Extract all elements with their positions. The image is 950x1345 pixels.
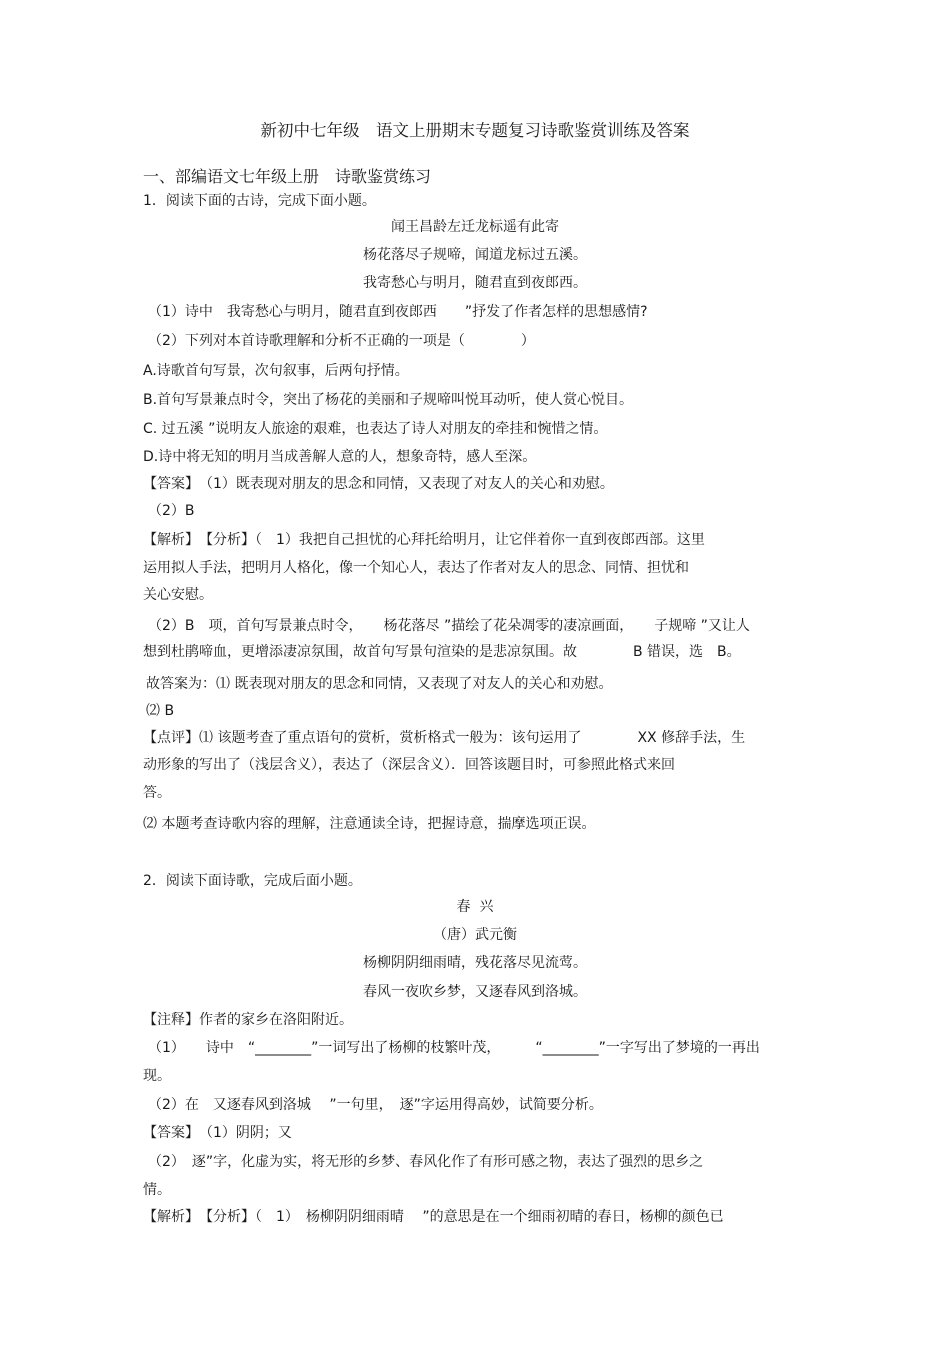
q1-answer-1: 【答案】 （1）既表现对朋友的思念和同情，又表现了对友人的关心和劝慰。 [143, 476, 614, 492]
q1-analysis-line: 【解析】 【分析】（ 1）我把自己担忧的心拜托给明月，让它伴着你一直到夜郎西部。这里 [143, 532, 705, 548]
q2-answer-2: （2） 逐”字，化虚为实，将无形的乡梦、春风化作了有形可感之物，表达了强烈的思乡之 [148, 1154, 704, 1170]
q1-analysis-line: 关心安慰。 [143, 587, 213, 603]
q1-comment-line: ⑵ 本题考查诗歌内容的理解，注意通读全诗，把握诗意，揣摩选项正误。 [143, 816, 596, 832]
q1-comment-line: 【点评】⑴ 该题考查了重点语句的赏析，赏析格式一般为：该句运用了 XX 修辞手法，生 [143, 730, 746, 746]
q1-option-d: D.诗中将无知的明月当成善解人意的人，想象奇特，感人至深。 [143, 449, 537, 465]
q2-subquestion-2: （2）在 又逐春风到洛城 ”一句里， 逐”字运用得高妙，试简要分析。 [148, 1097, 603, 1113]
q1-option-b: B.首句写景兼点时令，突出了杨花的美丽和子规啼叫悦耳动听，使人赏心悦目。 [143, 392, 634, 408]
q2-poem-title: 春 兴 [456, 899, 494, 915]
q2-subquestion-1-cont: 现。 [143, 1068, 171, 1084]
q1-analysis-line: 想到杜鹃啼血，更增添凄凉氛围，故首句写景句渲染的是悲凉氛围。故 B 错误，选 B。 [143, 644, 741, 660]
q1-analysis-line: ⑵ B [146, 703, 175, 719]
q2-answer-2-cont: 情。 [143, 1182, 171, 1198]
section-heading: 一、部编语文七年级上册 诗歌鉴赏练习 [143, 167, 432, 186]
q1-subquestion-2: （2）下列对本首诗歌理解和分析不正确的一项是（ ） [148, 333, 535, 349]
document-title: 新初中七年级 语文上册期末专题复习诗歌鉴赏训练及答案 [260, 121, 690, 140]
q1-comment-line: 动形象的写出了（浅层含义），表达了（深层含义）．回答该题目时，可参照此格式来回 [143, 757, 675, 773]
q2-poem-line: 春风一夜吹乡梦，又逐春风到洛城。 [363, 984, 587, 1000]
q1-subquestion-1: （1）诗中 我寄愁心与明月，随君直到夜郎西 ”抒发了作者怎样的思想感情? [148, 304, 648, 320]
q1-analysis-line: 运用拟人手法，把明月人格化，像一个知心人，表达了作者对友人的思念、同情、担忧和 [143, 560, 689, 576]
q2-poem-line: 杨柳阴阴细雨晴，残花落尽见流莺。 [363, 955, 587, 971]
q1-analysis-line: （2）B 项，首句写景兼点时令， 杨花落尽 ”描绘了花朵凋零的凄凉画面， 子规啼 ”又让人 [148, 618, 750, 634]
q1-comment-line: 答。 [143, 785, 171, 801]
q1-option-a: A.诗歌首句写景，次句叙事，后两句抒情。 [143, 363, 409, 379]
q1-option-c: C. 过五溪 ”说明友人旅途的艰难，也表达了诗人对朋友的牵挂和惋惜之情。 [143, 421, 608, 437]
q2-subquestion-1: （1） 诗中 “________”一词写出了杨柳的枝繁叶茂， “________”一字写出了梦境的一再出 [148, 1040, 760, 1056]
q1-prompt: 1．阅读下面的古诗，完成下面小题。 [143, 193, 376, 209]
q1-answer-2: （2）B [148, 503, 195, 519]
q2-prompt: 2．阅读下面诗歌，完成后面小题。 [143, 873, 362, 889]
q2-note: 【注释】作者的家乡在洛阳附近。 [143, 1012, 353, 1028]
q1-poem-title: 闻王昌龄左迁龙标遥有此寄 [391, 219, 559, 235]
q1-poem-line: 我寄愁心与明月，随君直到夜郎西。 [363, 275, 587, 291]
q1-poem-line: 杨花落尽子规啼，闻道龙标过五溪。 [363, 247, 587, 263]
q1-analysis-line: 故答案为：⑴ 既表现对朋友的思念和同情，又表现了对友人的关心和劝慰。 [146, 676, 613, 692]
q2-poem-author: （唐）武元衡 [433, 927, 517, 943]
q2-answer-1: 【答案】 （1）阴阴；又 [143, 1125, 292, 1141]
q2-analysis-line: 【解析】 【分析】（ 1） 杨柳阴阴细雨晴 ”的意思是在一个细雨初晴的春日，杨柳的颜色已 [143, 1209, 724, 1225]
